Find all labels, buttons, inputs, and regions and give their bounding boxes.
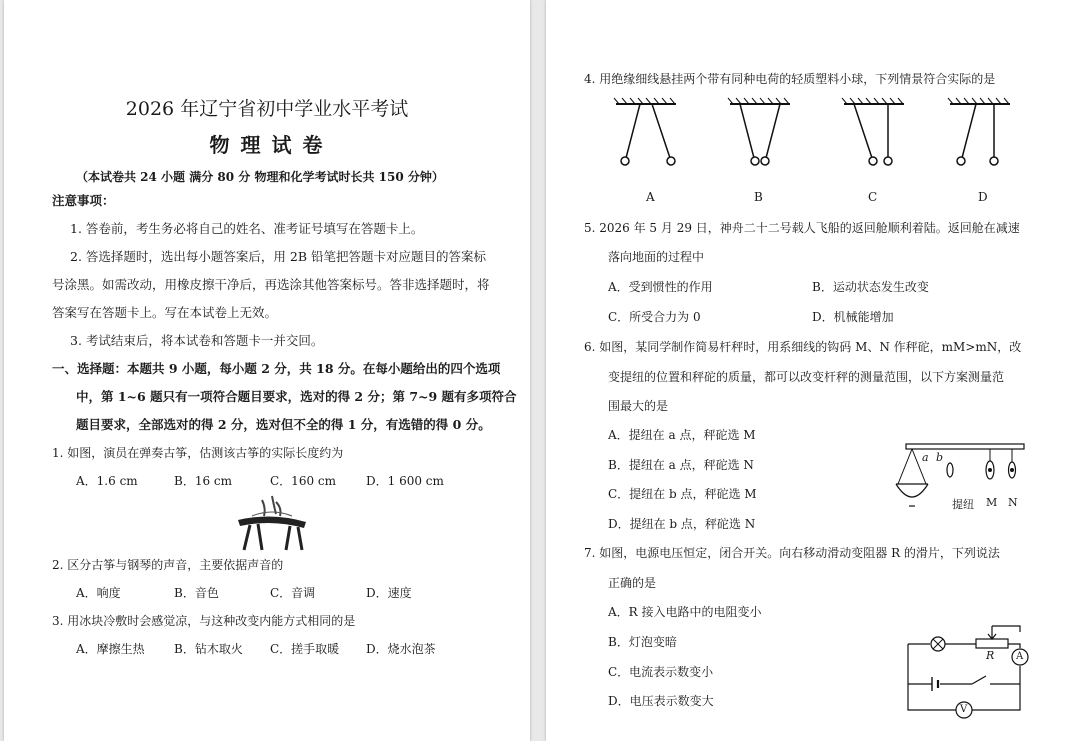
question-stem: 变提纽的位置和秤砣的质量，都可以改变杆秤的测量范围，以下方案测量范	[608, 370, 1005, 384]
pendulum-figure-a	[616, 100, 686, 170]
point-b-label: b	[936, 451, 944, 464]
question-stem: 1. 如图，演员在弹奏古筝，估测该古筝的实际长度约为	[52, 446, 344, 460]
option: A．R 接入电路中的电阻变小	[608, 605, 762, 619]
question-stem: 2. 区分古筝与钢琴的声音，主要依据声音的	[52, 558, 284, 572]
option: C．搓手取暖	[270, 642, 340, 656]
exam-subtitle: 物 理 试 卷	[209, 133, 325, 157]
option: A．提纽在 a 点，秤砣选 M	[608, 428, 756, 442]
option: C．音调	[270, 586, 316, 600]
voltmeter-label: V	[960, 704, 968, 715]
section-heading: 中，第 1~6 题只有一项符合题目要求，选对的得 2 分；第 7~9 题有多项符合	[76, 389, 517, 404]
section-heading: 一、选择题：本题共 9 小题，每小题 2 分，共 18 分。在每小题给出的四个选项	[52, 361, 501, 376]
notice-line: 3. 考试结束后，将本试卷和答题卡一并交回。	[70, 333, 324, 348]
question-stem: 3. 用冰块冷敷时会感觉凉，与这种改变内能方式相同的是	[52, 614, 356, 628]
figure-label: C	[868, 190, 878, 204]
notice-line: 号涂黑。如需改动，用橡皮擦干净后，再选涂其他答案标号。答非选择题时，将	[52, 277, 490, 292]
figure-label: B	[754, 190, 763, 204]
pendulum-figure-c	[844, 100, 914, 170]
weight-m-label: M	[986, 496, 998, 509]
option: C．所受合力为 0	[608, 310, 701, 324]
point-a-label: a	[922, 451, 929, 464]
option: A．受到惯性的作用	[608, 280, 713, 294]
rheostat-label: R	[986, 649, 995, 662]
question-stem: 5. 2026 年 5 月 29 日，神舟二十二号载人飞船的返回舱顺利着陆。返回舱在减速	[584, 221, 1020, 235]
question-stem: 围最大的是	[608, 399, 669, 413]
option: D．烧水泡茶	[366, 642, 436, 656]
guzheng-figure	[232, 492, 312, 556]
notice-line: 2. 答选择题时，选出每小题答案后，用 2B 铅笔把答题卡对应题目的答案标	[70, 249, 486, 264]
option: A．摩擦生热	[76, 642, 145, 656]
option: B．钻木取火	[174, 642, 243, 656]
option: D．提纽在 b 点，秤砣选 N	[608, 517, 756, 531]
option: D．速度	[366, 586, 412, 600]
exam-note: （本试卷共 24 小题 满分 80 分 物理和化学考试时长共 150 分钟）	[76, 170, 444, 184]
option: B．音色	[174, 586, 219, 600]
exam-page-right	[546, 0, 1080, 741]
question-stem: 6. 如图，某同学制作简易杆秤时，用系细线的钩码 M、N 作秤砣，mM>mN，改	[584, 340, 1022, 354]
exam-page-left	[4, 0, 530, 741]
option: C．160 cm	[270, 474, 337, 488]
question-stem: 正确的是	[608, 576, 657, 590]
option: C．提纽在 b 点，秤砣选 M	[608, 487, 757, 501]
pendulum-figure-d	[950, 100, 1020, 170]
option: D．机械能增加	[812, 310, 894, 324]
question-stem: 落向地面的过程中	[608, 250, 705, 264]
option: D．电压表示数变大	[608, 694, 714, 708]
tiniu-label: 提纽	[952, 498, 974, 511]
notice-line: 答案写在答题卡上。写在本试卷上无效。	[52, 305, 278, 320]
option: B．运动状态发生改变	[812, 280, 929, 294]
option: B．16 cm	[174, 474, 233, 488]
notice-line: 1. 答卷前，考生务必将自己的姓名、准考证号填写在答题卡上。	[70, 221, 424, 236]
section-heading: 题目要求，全部选对的得 2 分，选对但不全的得 1 分，有选错的得 0 分。	[76, 417, 491, 432]
question-stem: 4. 用绝缘细线悬挂两个带有同种电荷的轻质塑料小球，下列情景符合实际的是	[584, 72, 996, 86]
question-stem: 7. 如图，电源电压恒定，闭合开关。向右移动滑动变阻器 R 的滑片，下列说法	[584, 546, 1000, 560]
option: B．灯泡变暗	[608, 635, 677, 649]
option: A．1.6 cm	[76, 474, 138, 488]
weight-n-label: N	[1008, 496, 1018, 509]
exam-title: 2026 年辽宁省初中学业水平考试	[125, 98, 409, 120]
pendulum-figure-b	[730, 100, 800, 170]
option: D．1 600 cm	[366, 474, 444, 488]
figure-label: A	[646, 190, 655, 204]
option: C．电流表示数变小	[608, 665, 714, 679]
option: A．响度	[76, 586, 121, 600]
option: B．提纽在 a 点，秤砣选 N	[608, 458, 754, 472]
ammeter-label: A	[1016, 651, 1024, 662]
figure-label: D	[978, 190, 988, 204]
notice-heading: 注意事项：	[52, 193, 115, 208]
